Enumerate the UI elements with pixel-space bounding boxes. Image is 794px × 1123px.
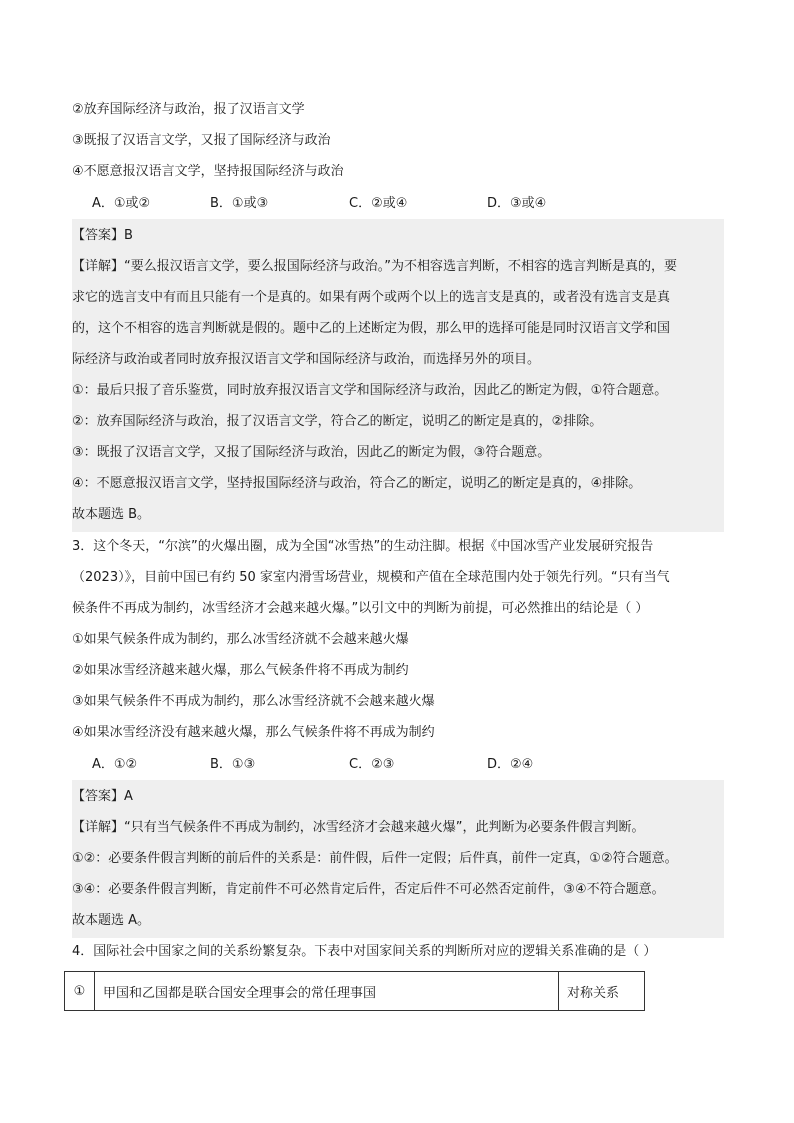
q3-option-4: ④如果冰雪经济没有越来越火爆，那么气候条件将不再成为制约 — [72, 725, 435, 740]
q2-detail-conclusion: 故本题选 B。 — [72, 507, 151, 522]
q4-relation-table — [64, 971, 645, 1011]
q2-option-4: ④不愿意报汉语言文学，坚持报国际经济与政治 — [72, 164, 344, 179]
q2-detail-line: 的，这个不相容的选言判断就是假的。题中乙的上述断定为假，那么甲的选择可能是同时汉语言文学和国 — [72, 321, 671, 336]
q4-stem: 4．国际社会中国家之间的关系纷繁复杂。下表中对国家间关系的判断所对应的逻辑关系准确的是（ ） — [72, 944, 657, 959]
q2-choice-d[interactable]: D．③或④ — [487, 196, 547, 211]
q3-detail-conclusion: 故本题选 A。 — [72, 913, 151, 928]
q3-option-1: ①如果气候条件成为制约，那么冰雪经济就不会越来越火爆 — [72, 632, 409, 647]
q3-detail-line: ③④：必要条件假言判断，肯定前件不可必然肯定后件，否定后件不可必然否定前件，③④不符合题意。 — [72, 882, 665, 897]
q3-option-3: ③如果气候条件不再成为制约，那么冰雪经济就不会越来越火爆 — [72, 694, 435, 709]
q2-detail-line: 求它的选言支中有而且只能有一个是真的。如果有两个或两个以上的选言支是真的，或者没有选言支是真 — [72, 290, 671, 305]
q2-option-2: ②放弃国际经济与政治，报了汉语言文学 — [72, 102, 305, 117]
q3-choice-a[interactable]: A．①② — [92, 757, 138, 772]
q2-detail-line: ④：不愿意报汉语言文学，坚持报国际经济与政治，符合乙的断定，说明乙的断定是真的，④排除。 — [72, 476, 642, 491]
table-row — [65, 972, 645, 1011]
q2-answer: 【答案】B — [72, 228, 133, 243]
q3-detail-line: 【详解】“只有当气候条件不再成为制约，冰雪经济才会越来越火爆”，此判断为必要条件假言判断。 — [72, 820, 645, 835]
q2-detail-line: ②：放弃国际经济与政治，报了汉语言文学，符合乙的断定，说明乙的断定是真的，②排除。 — [72, 414, 603, 429]
q3-answer: 【答案】A — [72, 789, 133, 804]
q3-detail-line: ①②：必要条件假言判断的前后件的关系是：前件假，后件一定假；后件真，前件一定真，①②符合题意。 — [72, 851, 678, 866]
q2-choice-a[interactable]: A．①或② — [92, 196, 151, 211]
q2-detail-line: 际经济与政治或者同时放弃报汉语言文学和国际经济与政治，而选择另外的项目。 — [72, 352, 541, 367]
q3-choice-d[interactable]: D．②④ — [487, 757, 534, 772]
q2-option-3: ③既报了汉语言文学，又报了国际经济与政治 — [72, 133, 331, 148]
q3-choice-b[interactable]: B．①③ — [210, 757, 256, 772]
q2-choice-c[interactable]: C．②或④ — [349, 196, 408, 211]
q3-choice-c[interactable]: C．②③ — [349, 757, 395, 772]
q3-stem-line: 候条件不再成为制约，冰雪经济才会越来越火爆。”以引文中的判断为前提，可必然推出的结论是（ ） — [72, 601, 649, 616]
q2-detail-line: 【详解】“要么报汉语言文学，要么报国际经济与政治。”为不相容选言判断，不相容的选言判断是真的，要 — [72, 259, 677, 274]
q2-detail-line: ③：既报了汉语言文学，又报了国际经济与政治，因此乙的断定为假，③符合题意。 — [72, 445, 551, 460]
table-cell-statement: 甲国和乙国都是联合国安全理事会的常任理事国 — [95, 972, 559, 1011]
q2-detail-line: ①：最后只报了音乐鉴赏，同时放弃报汉语言文学和国际经济与政治，因此乙的断定为假，①符合题意。 — [72, 383, 668, 398]
q2-choice-b[interactable]: B．①或③ — [210, 196, 269, 211]
q3-stem-line: 3．这个冬天，“尔滨”的火爆出圈，成为全国“冰雪热”的生动注脚。根据《中国冰雪产业发展研究报告 — [72, 539, 654, 554]
q3-option-2: ②如果冰雪经济越来越火爆，那么气候条件将不再成为制约 — [72, 663, 409, 678]
table-cell-relation: 对称关系 — [559, 972, 645, 1011]
table-cell-number: ① — [65, 972, 95, 1011]
q3-stem-line: （2023）》，目前中国已有约 50 家室内滑雪场营业，规模和产值在全球范围内处于领先行列。“只有当气 — [72, 570, 670, 585]
